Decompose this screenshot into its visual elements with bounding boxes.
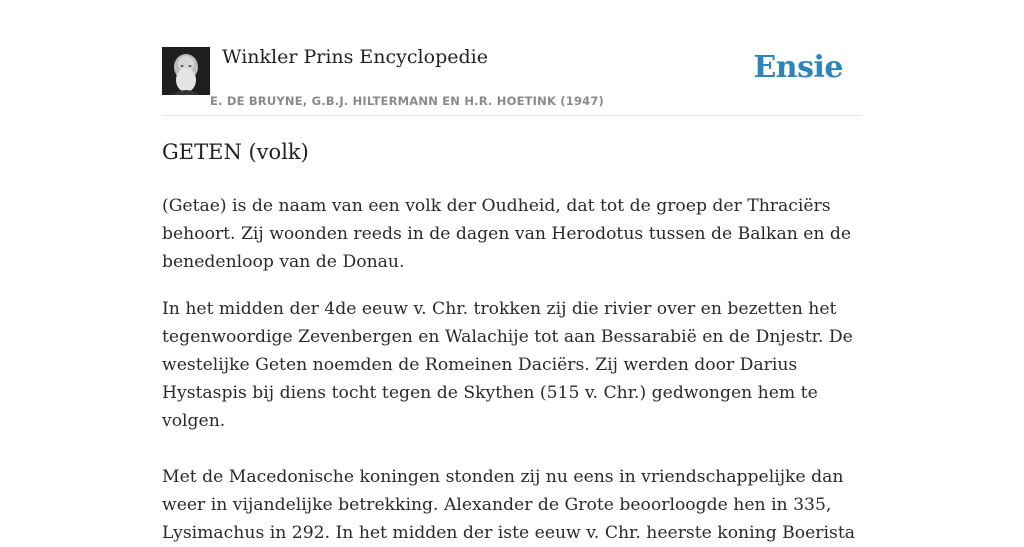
article-title: GETEN (volk): [162, 140, 309, 164]
book-authors: E. DE BRUYNE, G.B.J. HILTERMANN EN H.R. HOETINK (1947): [210, 94, 605, 108]
ensie-logo[interactable]: Ensie: [753, 50, 843, 85]
article-paragraph: (Getae) is de naam van een volk der Oudheid, dat tot de groep der Thraciërs behoort. Zij woonden reeds in de dagen van Herodotus tussen de Balkan en de benedenloop van de Donau.: [162, 196, 852, 272]
author-portrait-icon: [162, 47, 210, 95]
article-body: [162, 192, 862, 547]
content-column: [162, 0, 862, 543]
author-avatar[interactable]: [162, 47, 210, 95]
header: [162, 0, 862, 116]
book-title[interactable]: Winkler Prins Encyclopedie: [222, 46, 488, 68]
article-paragraph: In het midden der 4de eeuw v. Chr. trokken zij die rivier over en bezetten het tegenwoordige Zevenbergen en Walachije tot aan Bessarabië en de Dnjestr. De westelijke Geten noemden de Romeinen Daciërs. Zij werden door Darius Hystaspis bij diens tocht tegen de Skythen (515 v. Chr.) gedwongen hem te volgen.: [162, 299, 853, 431]
article-paragraph: Met de Macedonische koningen stonden zij nu eens in vriendschappelijke dan weer in vijandelijke betrekking. Alexander de Grote beoorloogde hen in 335, Lysimachus in 292. In het midden der iste eeuw v. Chr. heerste koning Boerista: [162, 467, 855, 543]
